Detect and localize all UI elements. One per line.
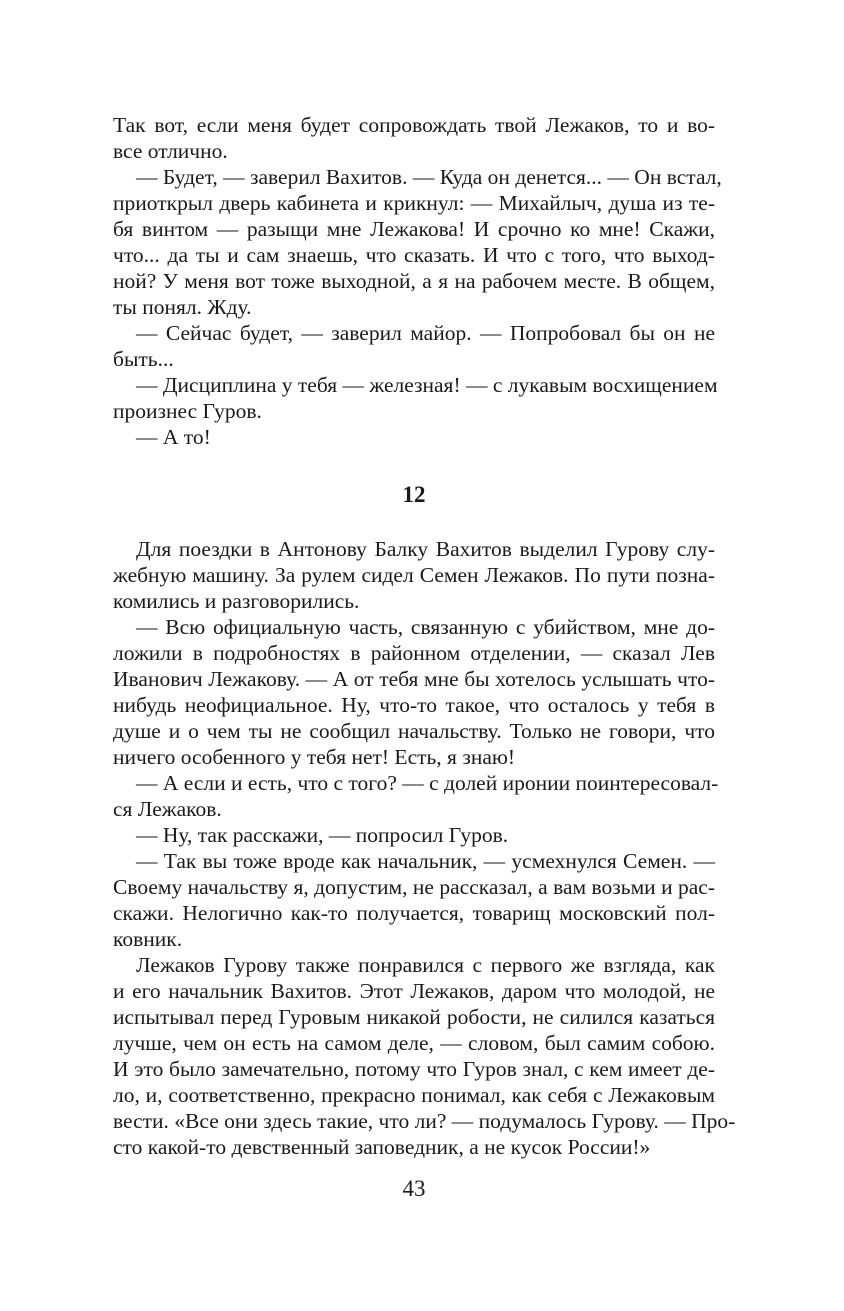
- text-line: лучше, чем он есть на самом деле, — словом, был самим собою.: [113, 1031, 715, 1055]
- text-line: — А то!: [136, 425, 211, 449]
- text-line: испытывал перед Гуровым никакой робости, не силился казаться: [113, 1005, 715, 1029]
- text-line: Своему начальству я, допустим, не рассказал, а вам возьми и рас-: [113, 875, 715, 899]
- text-line: Лежаков Гурову также понравился с первого же взгляда, как: [136, 953, 715, 977]
- text-line: ло, и, соответственно, прекрасно понимал, как себя с Лежаковым: [113, 1083, 715, 1107]
- text-line: и его начальник Вахитов. Этот Лежаков, даром что молодой, не: [113, 979, 715, 1003]
- text-line: быть...: [113, 347, 174, 371]
- text-line: Так вот, если меня будет сопровождать твой Лежаков, то и во-: [113, 113, 715, 137]
- text-line: приоткрыл дверь кабинета и крикнул: — Михайлыч, душа из те-: [113, 191, 715, 215]
- text-line: — Сейчас будет, — заверил майор. — Попробовал бы он не: [136, 321, 715, 345]
- text-line: бя винтом — разыщи мне Лежакова! И срочно ко мне! Скажи,: [113, 217, 715, 241]
- text-line: скажи. Нелогично как-то получается, товарищ московский пол-: [113, 901, 715, 925]
- text-line: И это было замечательно, потому что Гуров знал, с кем имеет де-: [113, 1057, 715, 1081]
- text-line: ничего особенного у тебя нет! Есть, я знаю!: [113, 745, 516, 769]
- text-line: — Ну, так расскажи, — попросил Гуров.: [136, 823, 509, 847]
- text-line: ты понял. Жду.: [113, 295, 252, 319]
- text-line: что... да ты и сам знаешь, что сказать. И что с того, что выход-: [113, 243, 715, 267]
- text-line: ложили в подробностях в районном отделении, — сказал Лев: [113, 641, 715, 665]
- text-line: душе и о чем ты не сообщил начальству. Только не говори, что: [113, 719, 715, 743]
- text-line: Для поездки в Антонову Балку Вахитов выделил Гурову слу-: [136, 537, 715, 561]
- text-line: нибудь неофициальное. Ну, что-то такое, что осталось у тебя в: [113, 693, 715, 717]
- text-line: комились и разговорились.: [113, 589, 360, 613]
- text-line: — Всю официальную часть, связанную с убийством, мне до-: [136, 615, 715, 639]
- text-line: Иванович Лежакову. — А от тебя мне бы хотелось услышать что-: [113, 667, 715, 691]
- text-line: произнес Гуров.: [113, 399, 262, 423]
- text-line: ковник.: [113, 927, 183, 951]
- chapter-number: 12: [402, 482, 426, 507]
- text-block-chapter-12: [113, 536, 736, 1160]
- text-line: ной? У меня вот тоже выходной, а я на рабочем месте. В общем,: [113, 269, 715, 293]
- text-line: жебную машину. За рулем сидел Семен Лежаков. По пути позна-: [113, 563, 715, 587]
- text-line: вести. «Все они здесь такие, что ли? — подумалось Гурову. — Про-: [113, 1109, 736, 1133]
- text-line: — Будет, — заверил Вахитов. — Куда он денется... — Он встал,: [136, 165, 722, 189]
- text-line: все отлично.: [113, 139, 228, 163]
- text-line: — Дисциплина у тебя — железная! — с лукавым восхищением: [136, 373, 718, 397]
- text-line: ся Лежаков.: [113, 797, 222, 821]
- text-block-top: [113, 112, 722, 450]
- text-line: — А если и есть, что с того? — с долей иронии поинтересовал-: [136, 771, 719, 795]
- text-line: — Так вы тоже вроде как начальник, — усмехнулся Семен. —: [136, 849, 715, 873]
- page-number: 43: [402, 1176, 426, 1201]
- text-line: сто какой-то девственный заповедник, а не кусок России!»: [113, 1135, 651, 1159]
- book-page: [113, 0, 736, 1311]
